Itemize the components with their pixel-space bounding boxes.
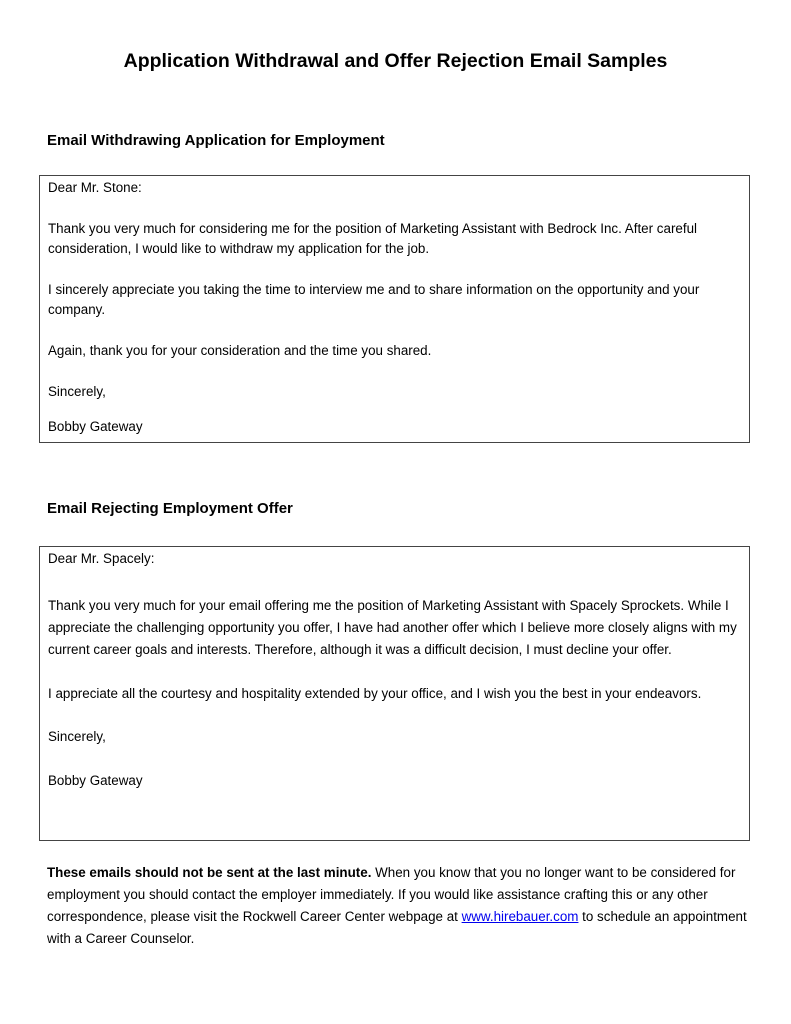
email-sample-withdrawal — [39, 175, 750, 443]
email-greeting: Dear Mr. Stone: — [48, 180, 142, 195]
footer-text: When you know that you no longer want to be considered for employment you should contact the employer immediately. If you would like assistance crafting this or any other correspondence, please visit the Rockwell Career Center webpage at — [47, 865, 736, 924]
email-paragraph: I sincerely appreciate you taking the time to interview me and to share information on the opportunity and your company. — [48, 282, 700, 317]
email-paragraph: Thank you very much for considering me for the position of Marketing Assistant with Bedrock Inc. After careful consideration, I would like to withdraw my application for the job. — [48, 221, 698, 256]
email-closing: Sincerely, — [48, 729, 106, 744]
email-sample-rejection — [39, 546, 750, 841]
email-signature: Bobby Gateway — [48, 419, 143, 434]
career-center-link[interactable]: www.hirebauer.com — [461, 909, 579, 924]
section-heading-rejection: Email Rejecting Employment Offer — [47, 500, 293, 517]
email-paragraph: Again, thank you for your consideration and the time you shared. — [48, 343, 432, 358]
section-heading-withdrawal: Email Withdrawing Application for Employment — [47, 132, 385, 149]
page-title: Application Withdrawal and Offer Rejection Email Samples — [123, 50, 668, 72]
footer-note — [47, 862, 747, 950]
email-signature: Bobby Gateway — [48, 773, 143, 788]
email-paragraph: I appreciate all the courtesy and hospitality extended by your office, and I wish you the best in your endeavors. — [48, 686, 702, 701]
email-paragraph: Thank you very much for your email offering me the position of Marketing Assistant with Spacely Sprockets. While I appreciate the challenging opportunity you offer, I have had another offer which I believe more closely aligns with my current career goals and interests. Therefore, although it was a difficult decision, I must decline your offer. — [48, 598, 737, 657]
footer-text-end: to schedule an appointment with a Career Counselor. — [47, 909, 747, 946]
footer-bold-lead: These emails should not be sent at the last minute. — [47, 865, 372, 880]
email-closing: Sincerely, — [48, 384, 106, 399]
email-greeting: Dear Mr. Spacely: — [48, 551, 155, 566]
